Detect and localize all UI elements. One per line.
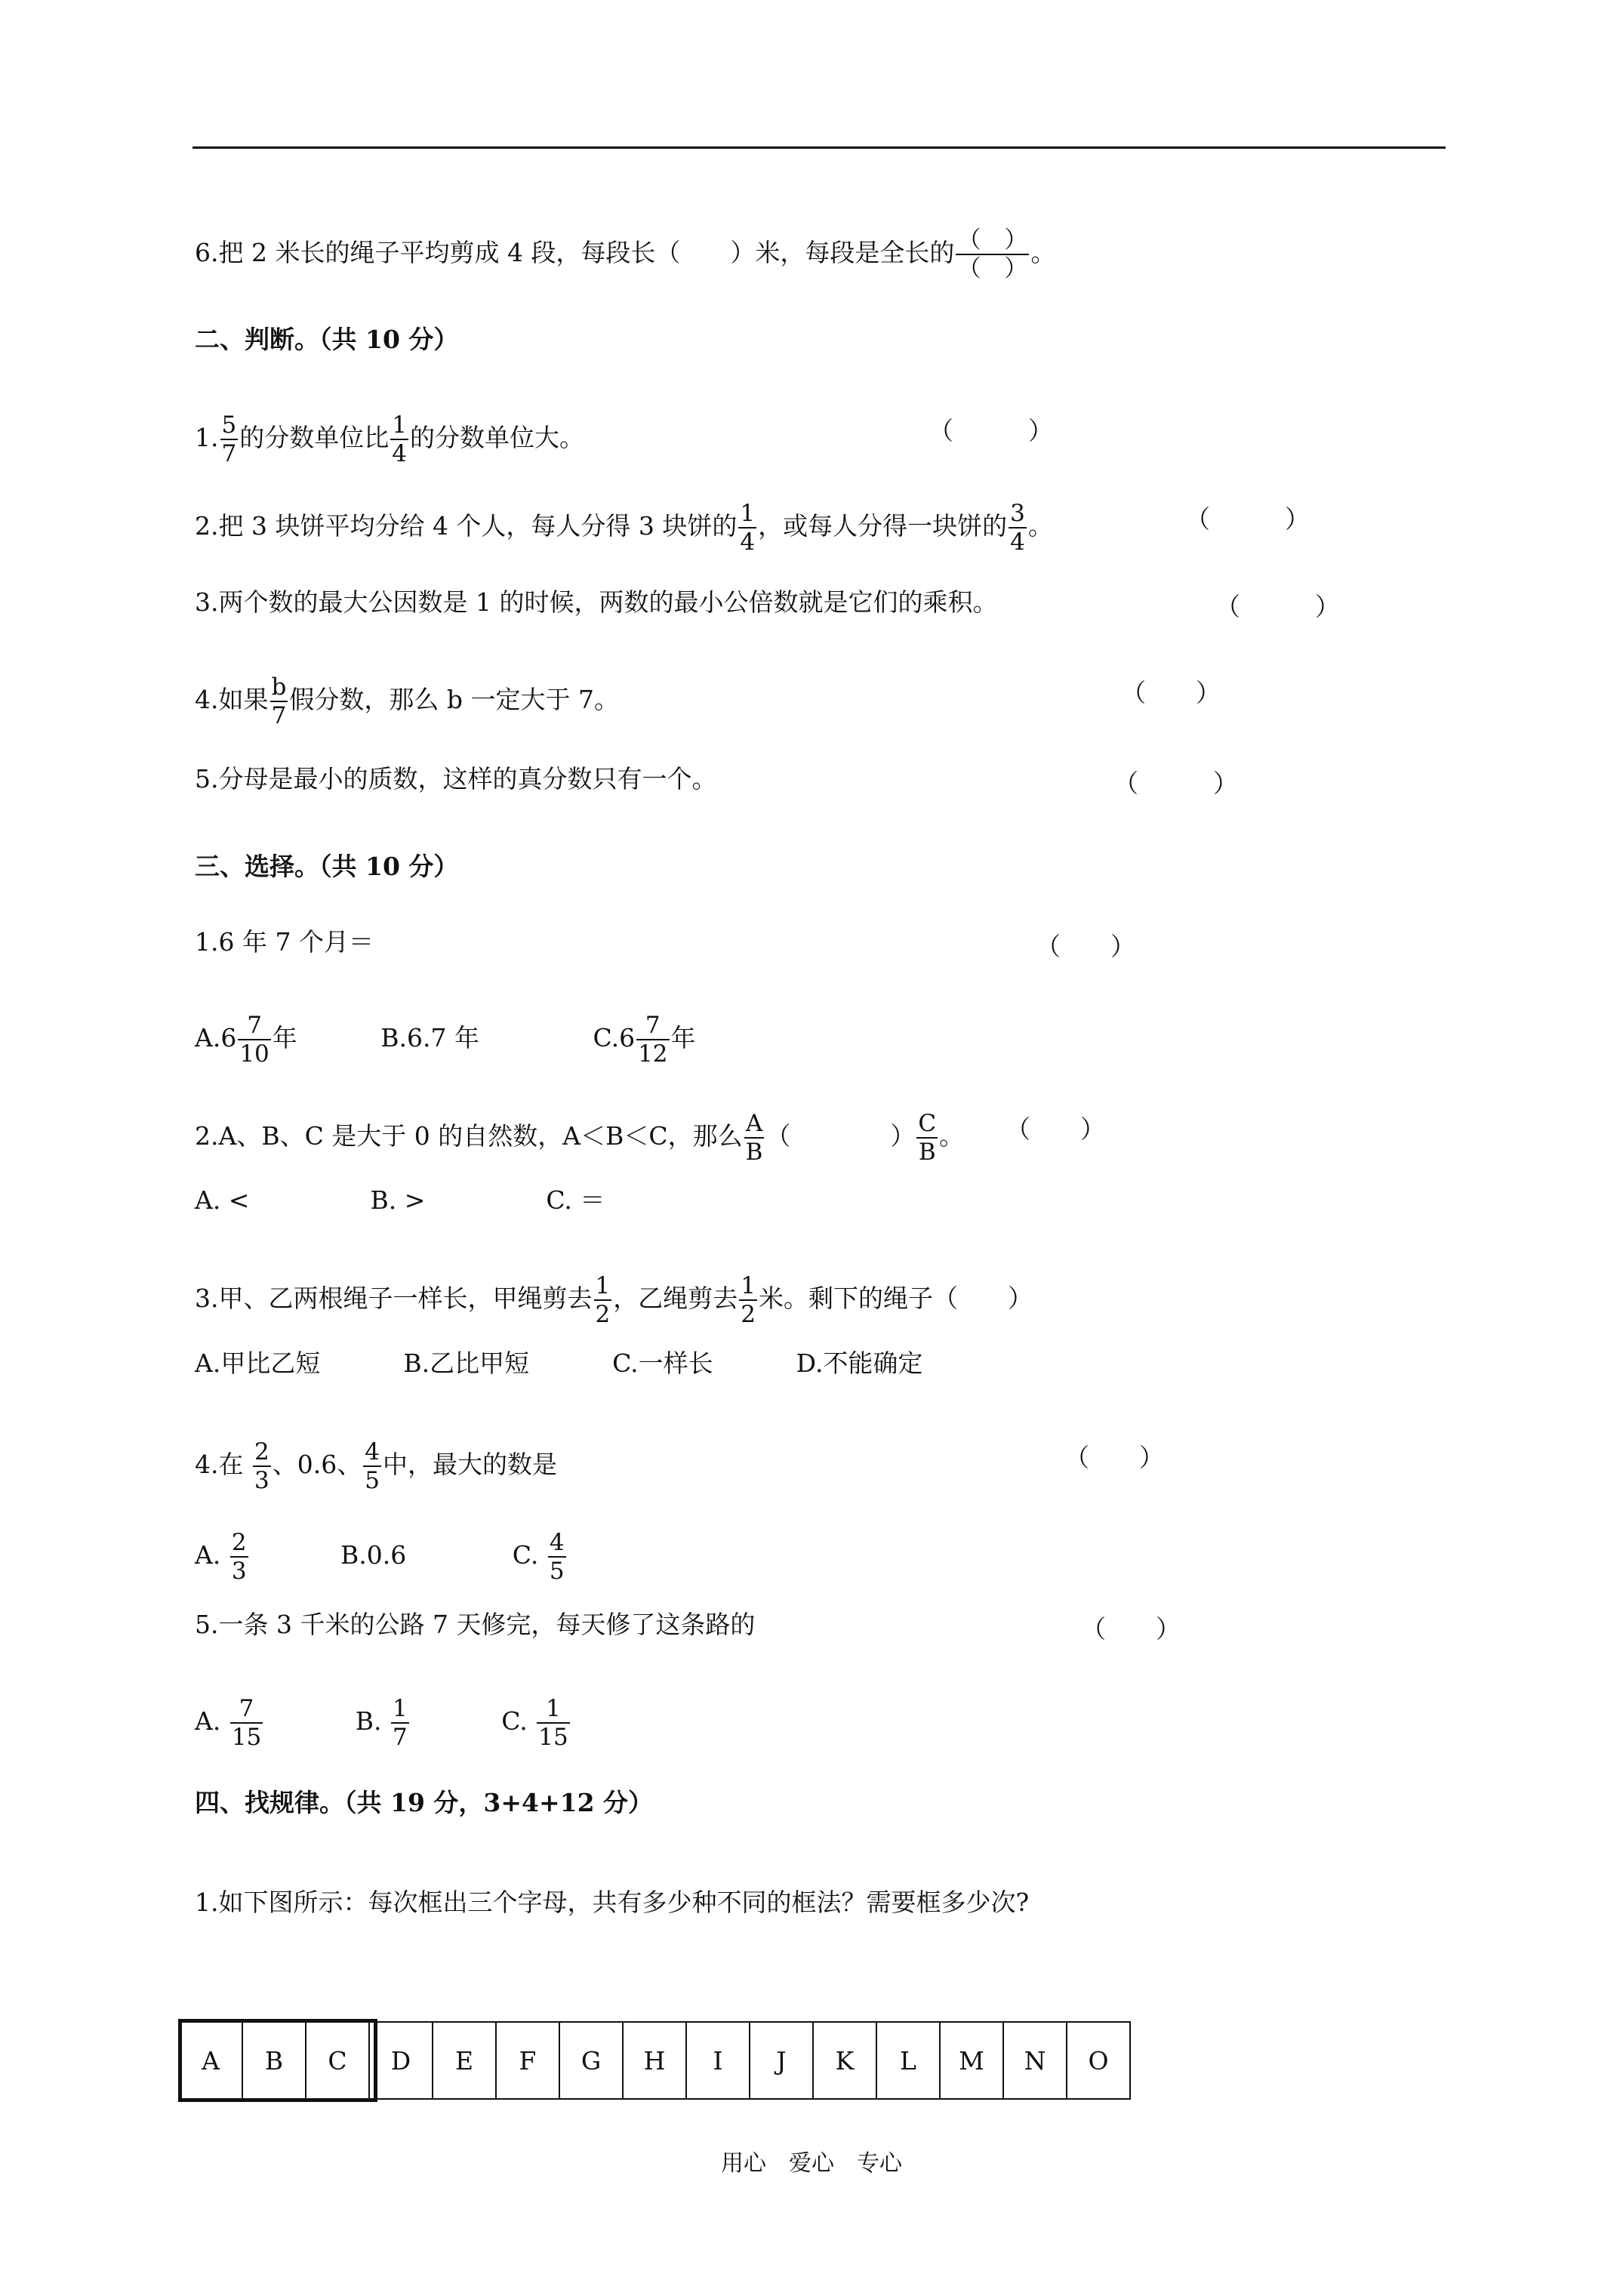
judge-q5: 5.分母是最小的质数，这样的真分数只有一个。 (195, 764, 717, 794)
letter-cell: K (812, 2021, 877, 2100)
judge-q5-answer[interactable]: （ ） (1113, 769, 1238, 798)
letter-cell: O (1066, 2021, 1131, 2100)
judge-q1-answer[interactable]: （ ） (929, 416, 1053, 445)
option-c[interactable]: C.6 $\frac{7}{12}$ 年 (593, 1012, 696, 1068)
choice-q3: 3.甲、乙两根绳子一样长，甲绳剪去 $\frac{1}{2}$ ，乙绳剪去 $\frac{1}{2}$ 米。剩下的绳子（ ） (195, 1272, 1033, 1328)
option-a[interactable]: A. < (195, 1185, 250, 1215)
letter-cell: L (876, 2021, 941, 2100)
option-c[interactable]: C.一样长 (612, 1348, 713, 1378)
letter-cell: C (305, 2021, 370, 2100)
section-3-title: 三、选择。（共 10 分） (195, 852, 459, 881)
letter-cell: H (622, 2021, 687, 2100)
letter-cell: M (939, 2021, 1004, 2100)
choice-q5-options (195, 1695, 571, 1751)
choice-q4-options (195, 1529, 568, 1585)
option-a[interactable]: A. $\frac{2}{3}$ (195, 1529, 247, 1585)
section-4-title: 四、找规律。（共 19 分，3+4+12 分） (195, 1788, 654, 1817)
option-b[interactable]: B. > (370, 1185, 426, 1215)
page-footer: 用心 爱心 专心 (721, 2150, 902, 2177)
letter-cell: A (178, 2021, 243, 2100)
option-a[interactable]: A.甲比乙短 (195, 1348, 321, 1378)
option-c[interactable]: C. $\frac{1}{15}$ (501, 1695, 568, 1751)
option-b[interactable]: B. $\frac{1}{7}$ (355, 1695, 408, 1751)
option-b[interactable]: B.乙比甲短 (403, 1348, 530, 1378)
letter-cell: B (242, 2021, 306, 2100)
choice-q5-answer[interactable]: （ ） (1081, 1614, 1181, 1644)
letter-cell: N (1002, 2021, 1067, 2100)
judge-q3: 3.两个数的最大公因数是 1 的时候，两数的最小公倍数就是它们的乘积。 (195, 587, 998, 617)
choice-q3-options (195, 1348, 922, 1379)
judge-q3-answer[interactable]: （ ） (1215, 592, 1340, 621)
pattern-q1: 1.如下图所示：每次框出三个字母，共有多少种不同的框法？需要框多少次? (195, 1888, 1030, 1917)
judge-q2: 2.把 3 块饼平均分给 4 个人，每人分得 3 块饼的 $\frac{1}{4}$ ，或每人分得一块饼的 $\frac{3}{4}$ 。 (195, 500, 1053, 556)
choice-q2-answer[interactable]: （ ） (1006, 1114, 1105, 1144)
option-d[interactable]: D.不能确定 (796, 1348, 923, 1378)
option-b[interactable]: B.6.7 年 (380, 1023, 479, 1052)
choice-q1: 1.6 年 7 个月＝ (195, 927, 374, 957)
judge-q2-answer[interactable]: （ ） (1185, 504, 1310, 534)
judge-q1: 1. $\frac{5}{7}$ 的分数单位比 $\frac{1}{4}$ 的分数单位大。 (195, 411, 584, 467)
option-c[interactable]: C. ＝ (546, 1185, 605, 1215)
choice-q2-options (195, 1185, 605, 1216)
choice-q4-answer[interactable]: （ ） (1064, 1443, 1164, 1472)
choice-q1-options (195, 1012, 696, 1068)
letter-cell: D (368, 2021, 433, 2100)
judge-q4: 4.如果 $\frac{b}{7}$ 假分数，那么 b 一定大于 7。 (195, 673, 619, 729)
option-a[interactable]: A. $\frac{7}{15}$ (195, 1695, 262, 1751)
letter-cell: I (685, 2021, 750, 2100)
letter-cell: J (749, 2021, 814, 2100)
letter-cell: E (432, 2021, 497, 2100)
selection-frame (178, 2019, 377, 2102)
choice-q4: 4.在 $\frac{2}{3}$ 、0.6、 $\frac{4}{5}$ 中，最大的数是 (195, 1438, 557, 1494)
question-6: 6.把 2 米长的绳子平均剪成 4 段，每段长（ ）米，每段是全长的 $\frac{( )}{( )}$ 。 (195, 227, 1056, 282)
choice-q1-answer[interactable]: （ ） (1036, 932, 1135, 961)
option-a[interactable]: A.6 $\frac{7}{10}$ 年 (195, 1012, 297, 1068)
letter-cell: F (495, 2021, 560, 2100)
letter-cell: G (559, 2021, 624, 2100)
option-c[interactable]: C. $\frac{4}{5}$ (512, 1529, 565, 1585)
section-2-title: 二、判断。（共 10 分） (195, 325, 459, 354)
choice-q5: 5.一条 3 千米的公路 7 天修完，每天修了这条路的 (195, 1610, 756, 1639)
judge-q4-answer[interactable]: （ ） (1121, 678, 1221, 707)
header-rule (192, 146, 1446, 149)
choice-q2: 2.A、B、C 是大于 0 的自然数，A＜B＜C，那么 $\frac{A}{B}$ （ ） $\frac{C}{B}$ 。 (195, 1110, 965, 1166)
option-b[interactable]: B.0.6 (340, 1540, 407, 1570)
